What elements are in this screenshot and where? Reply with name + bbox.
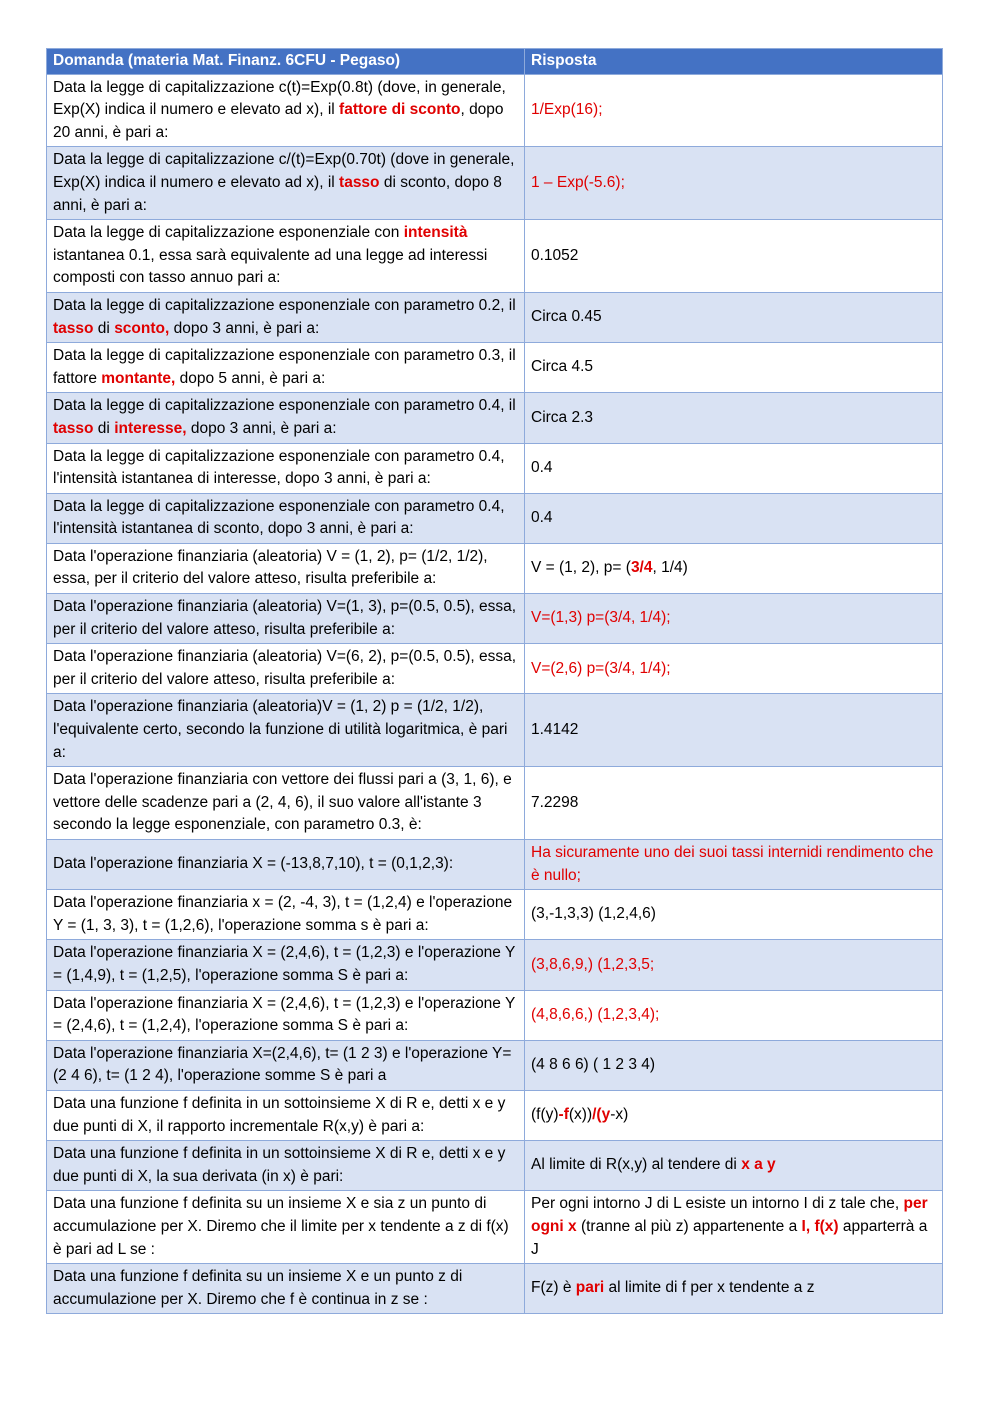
question-cell	[47, 840, 525, 890]
question-cell	[47, 147, 525, 220]
question-text: Data la legge di capitalizzazione c/(t)=Exp(0.70t) (dove in generale, Exp(X) indica il numero e elevato ad x), il	[53, 151, 515, 191]
question-text: Data la legge di capitalizzazione esponenziale con parametro 0.4, l'intensità istantanea di interesse, dopo 3 anni, è pari a:	[53, 447, 505, 488]
table-row	[47, 220, 943, 293]
question-text: Data l'operazione finanziaria (aleatoria) V=(1, 3), p=(0.5, 0.5), essa, per il criterio del valore atteso, risulta preferibile a:	[53, 598, 517, 638]
answer-cell	[525, 292, 943, 342]
table-row	[47, 990, 943, 1040]
question-cell	[47, 594, 525, 644]
answer-text: 1.4142	[531, 721, 579, 739]
answer-text: /(y	[592, 1106, 611, 1124]
answer-column-header: Risposta	[525, 49, 943, 75]
question-text: tasso	[53, 319, 94, 337]
question-text: Data l'operazione finanziaria X=(2,4,6), t= (1 2 3) e l'operazione Y= (2 4 6), t= (1 2 4), l'operazione somme S è pari a	[53, 1044, 512, 1085]
question-cell	[47, 1264, 525, 1314]
question-text: Data la legge di capitalizzazione esponenziale con parametro 0.4, il	[53, 397, 516, 415]
question-text: Data la legge di capitalizzazione esponenziale con	[53, 224, 404, 242]
answer-text: (4,8,6,6,) (1,2,3,4);	[531, 1005, 660, 1023]
answer-text: 0.4	[531, 458, 553, 476]
question-text: Data la legge di capitalizzazione esponenziale con parametro 0.2, il	[53, 296, 516, 314]
answer-text: 3/4	[630, 559, 653, 577]
question-cell	[47, 74, 525, 147]
question-cell	[47, 940, 525, 990]
table-row	[47, 940, 943, 990]
question-cell	[47, 1191, 525, 1264]
answer-cell	[525, 840, 943, 890]
question-column-header: Domanda (materia Mat. Finanz. 6CFU - Pegaso)	[47, 49, 525, 75]
question-text: intensità	[403, 224, 468, 242]
answer-text: F(z) è	[531, 1279, 576, 1297]
answer-text: (f(y)	[531, 1106, 559, 1124]
question-text: Data l'operazione finanziaria con vettore dei flussi pari a (3, 1, 6), e vettore delle scadenze pari a (2, 4, 6), il suo valore all'istante 3 secondo la legge esponenziale, con parametro 0.3, è:	[53, 771, 512, 834]
question-text: dopo 5 anni, è pari a:	[175, 369, 326, 387]
question-cell	[47, 543, 525, 593]
answer-text: 0.1052	[531, 246, 579, 264]
answer-text: 7.2298	[531, 793, 579, 811]
question-cell	[47, 890, 525, 940]
answer-text: Per ogni intorno J di L esiste un intorno I di z tale che,	[531, 1195, 904, 1213]
table-row	[47, 890, 943, 940]
table-row	[47, 1040, 943, 1090]
answer-text: 1/Exp(16);	[531, 101, 603, 119]
header-row	[47, 49, 943, 75]
question-text: Data l'operazione finanziaria (aleatoria) V=(6, 2), p=(0.5, 0.5), essa, per il criterio del valore atteso, risulta preferibile a:	[53, 648, 517, 688]
question-text: Data l'operazione finanziaria (aleatoria) V = (1, 2), p= (1/2, 1/2), essa, per il criterio del valore atteso, risulta preferibile a:	[53, 547, 488, 588]
table-row	[47, 493, 943, 543]
answer-cell	[525, 1090, 943, 1140]
question-cell	[47, 990, 525, 1040]
answer-cell	[525, 1141, 943, 1191]
question-text: Data l'operazione finanziaria X = (-13,8,7,10), t = (0,1,2,3):	[53, 855, 454, 873]
question-text: Data l'operazione finanziaria X = (2,4,6), t = (1,2,3) e l'operazione Y = (2,4,6), t = (1,2,4), l'operazione somma S è pari a:	[53, 994, 516, 1035]
question-text: tasso	[339, 173, 380, 191]
table-row	[47, 644, 943, 694]
table-row	[47, 543, 943, 593]
table-row	[47, 694, 943, 767]
question-text: fattore di sconto	[339, 101, 461, 119]
question-text: tasso	[53, 419, 94, 437]
qa-body	[47, 74, 943, 1314]
question-text: di	[93, 319, 115, 337]
answer-text: Ha sicuramente uno dei suoi tassi internidi rendimento che è nullo;	[531, 844, 934, 884]
answer-text: -x)	[610, 1106, 629, 1124]
question-text: Data una funzione f definita su un insieme X e un punto z di accumulazione per X. Diremo che f è continua in z se :	[53, 1268, 463, 1308]
question-cell	[47, 644, 525, 694]
table-row	[47, 393, 943, 443]
answer-text: al limite di f per x tendente a z	[604, 1279, 815, 1297]
table-row	[47, 74, 943, 147]
table-row	[47, 594, 943, 644]
answer-cell	[525, 940, 943, 990]
answer-text: Circa 0.45	[531, 308, 602, 326]
answer-cell	[525, 990, 943, 1040]
question-text: Data la legge di capitalizzazione esponenziale con parametro 0.4, l'intensità istantanea di sconto, dopo 3 anni, è pari a:	[53, 497, 505, 538]
table-row	[47, 767, 943, 840]
question-text: Data una funzione f definita in un sottoinsieme X di R e, detti x e y due punti di X, il rapporto incrementale R(x,y) è pari a:	[53, 1094, 506, 1135]
answer-text: (tranne al più z) appartenente a	[576, 1217, 802, 1235]
answer-cell	[525, 543, 943, 593]
question-cell	[47, 443, 525, 493]
question-text: di sconto, dopo 8 anni, è pari a:	[53, 173, 502, 214]
question-text: interesse,	[114, 419, 187, 437]
table-row	[47, 443, 943, 493]
answer-cell	[525, 767, 943, 840]
question-text: Data l'operazione finanziaria x = (2, -4, 3), t = (1,2,4) e l'operazione Y = (1, 3, 3), t = (1,2,6), l'operazione somma s è pari a:	[53, 894, 513, 934]
question-text: dopo 3 anni, è pari a:	[186, 419, 337, 437]
question-cell	[47, 694, 525, 767]
answer-text: , 1/4)	[652, 559, 688, 577]
answer-text: (3,-1,3,3) (1,2,4,6)	[531, 905, 656, 923]
question-cell	[47, 1090, 525, 1140]
question-text: dopo 3 anni, è pari a:	[169, 319, 320, 337]
answer-cell	[525, 74, 943, 147]
question-text: istantanea 0.1, essa sarà equivalente ad una legge ad interessi composti con tasso annuo pari a:	[53, 246, 488, 287]
answer-cell	[525, 594, 943, 644]
question-cell	[47, 1040, 525, 1090]
answer-text: per ogni x	[531, 1195, 928, 1235]
question-text: di	[93, 419, 115, 437]
answer-text: Circa 2.3	[531, 408, 594, 426]
table-row	[47, 1141, 943, 1191]
answer-text: (3,8,6,9,) (1,2,3,5;	[531, 955, 655, 973]
answer-cell	[525, 220, 943, 293]
question-cell	[47, 493, 525, 543]
answer-text: Circa 4.5	[531, 358, 594, 376]
question-cell	[47, 767, 525, 840]
answer-cell	[525, 443, 943, 493]
answer-cell	[525, 147, 943, 220]
question-text: Data la legge di capitalizzazione c(t)=Exp(0.8t) (dove, in generale, Exp(X) indica il numero e elevato ad x), il	[53, 78, 506, 119]
answer-text: I, f(x)	[801, 1217, 839, 1235]
answer-text: V=(1,3) p=(3/4, 1/4);	[531, 609, 671, 627]
answer-cell	[525, 694, 943, 767]
table-row	[47, 840, 943, 890]
answer-cell	[525, 493, 943, 543]
answer-text: (4 8 6 6) ( 1 2 3 4)	[531, 1056, 656, 1074]
question-cell	[47, 393, 525, 443]
table-row	[47, 1264, 943, 1314]
answer-text: -f	[558, 1106, 569, 1124]
question-text: Data l'operazione finanziaria (aleatoria)V = (1, 2) p = (1/2, 1/2), l'equivalente certo, secondo la funzione di utilità logaritmica, è pari a:	[53, 698, 508, 761]
table-row	[47, 147, 943, 220]
qa-table	[46, 48, 943, 1314]
answer-text: V = (1, 2), p= (	[531, 559, 631, 577]
answer-text: V=(2,6) p=(3/4, 1/4);	[531, 659, 671, 677]
answer-cell	[525, 644, 943, 694]
answer-cell	[525, 343, 943, 393]
question-cell	[47, 220, 525, 293]
question-text: Data una funzione f definita su un insieme X e sia z un punto di accumulazione per X. Diremo che il limite per x tendente a z di f(x) è pari ad L se :	[53, 1195, 509, 1258]
question-cell	[47, 292, 525, 342]
table-row	[47, 1191, 943, 1264]
answer-cell	[525, 1191, 943, 1264]
question-cell	[47, 343, 525, 393]
table-row	[47, 1090, 943, 1140]
answer-cell	[525, 393, 943, 443]
answer-cell	[525, 1040, 943, 1090]
question-text: montante,	[101, 369, 176, 387]
table-row	[47, 343, 943, 393]
answer-text: pari	[575, 1279, 605, 1297]
answer-cell	[525, 890, 943, 940]
question-text: , dopo 20 anni, è pari a:	[53, 101, 504, 141]
answer-text: 1 – Exp(-5.6);	[531, 173, 625, 191]
answer-cell	[525, 1264, 943, 1314]
answer-text: Al limite di R(x,y) al tendere di	[531, 1156, 742, 1174]
question-text: sconto,	[114, 319, 170, 337]
answer-text: (x))	[568, 1106, 593, 1124]
answer-text: 0.4	[531, 508, 553, 526]
question-text: Data una funzione f definita in un sottoinsieme X di R e, detti x e y due punti di X, la sua derivata (in x) è pari:	[53, 1145, 506, 1185]
answer-text: x a y	[741, 1156, 776, 1174]
question-text: Data l'operazione finanziaria X = (2,4,6), t = (1,2,3) e l'operazione Y = (1,4,9), t = (1,2,5), l'operazione somma S è pari a:	[53, 944, 516, 984]
question-text: Data la legge di capitalizzazione esponenziale con parametro 0.3, il fattore	[53, 347, 516, 387]
question-cell	[47, 1141, 525, 1191]
answer-text: apparterrà a J	[531, 1217, 928, 1258]
table-row	[47, 292, 943, 342]
